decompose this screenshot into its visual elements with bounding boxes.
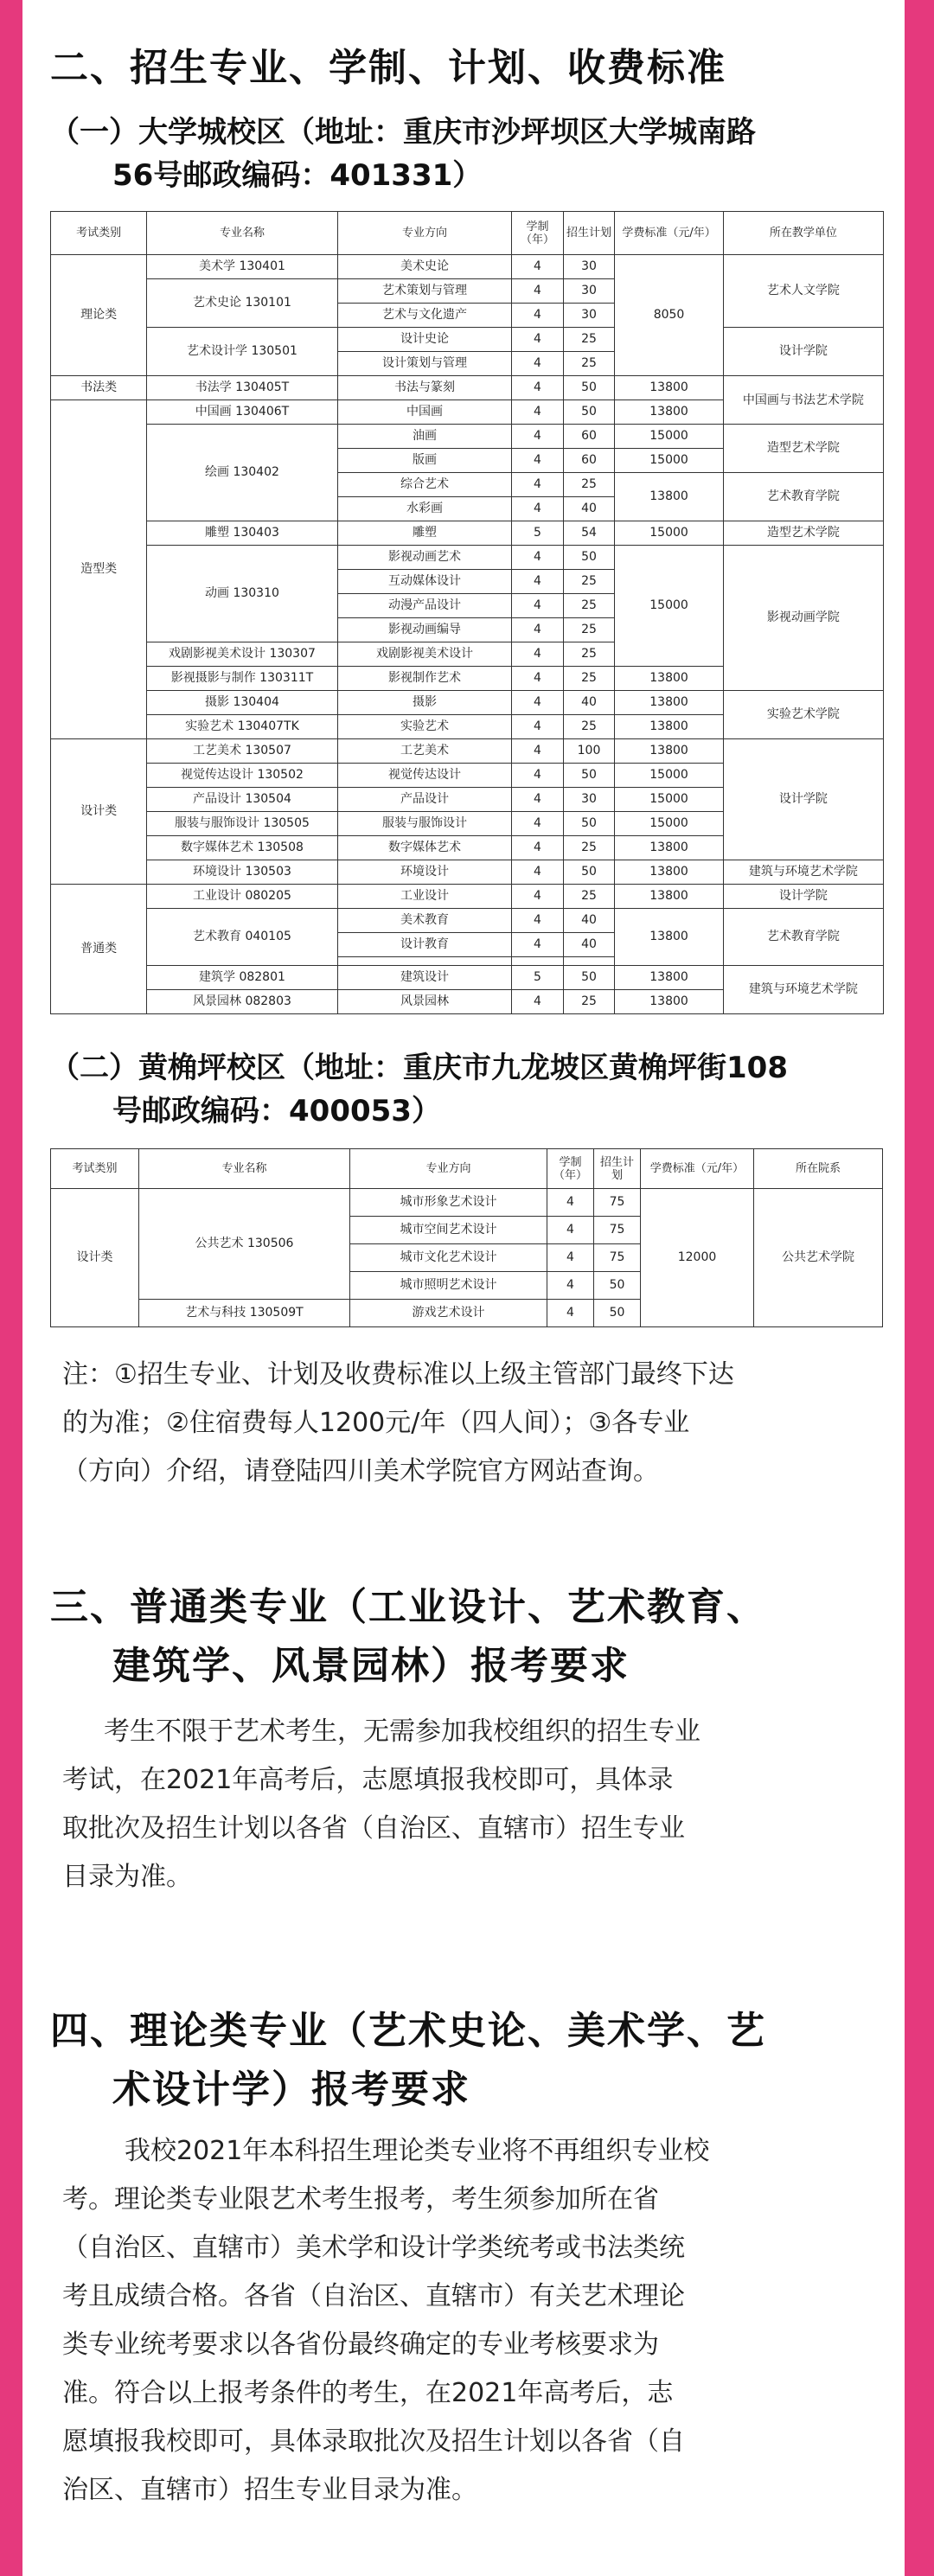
fee-cell: 13800 (615, 376, 724, 400)
plan-cell: 25 (563, 667, 614, 691)
fee-cell: 13800 (615, 715, 724, 739)
years-cell: 4 (512, 279, 563, 304)
years-cell-empty (512, 957, 563, 966)
major-cell: 实验艺术 130407TK (147, 715, 337, 739)
plan-cell: 25 (563, 328, 614, 352)
direction-cell: 中国画 (337, 400, 512, 425)
direction-cell: 影视动画编导 (337, 618, 512, 642)
direction-cell: 摄影 (337, 691, 512, 715)
note-block (62, 1351, 892, 1496)
plan-cell: 75 (594, 1189, 641, 1217)
fee-cell: 15000 (615, 788, 724, 812)
direction-cell: 游戏艺术设计 (350, 1300, 547, 1327)
section-4-body (62, 2127, 892, 2515)
plan-cell: 100 (563, 739, 614, 764)
header-fee: 学费标准（元/年） (615, 212, 724, 255)
years-cell: 4 (512, 836, 563, 860)
unit-cell: 建筑与环境艺术学院 (723, 966, 883, 1014)
years-cell: 4 (512, 764, 563, 788)
years-cell: 4 (512, 667, 563, 691)
note-line: 注：①招生专业、计划及收费标准以上级主管部门最终下达 (62, 1359, 734, 1390)
plan-cell: 50 (563, 546, 614, 570)
fee-cell: 15000 (615, 546, 724, 667)
header-years: 学制（年） (512, 212, 563, 255)
years-cell: 4 (512, 933, 563, 957)
plan-cell: 75 (594, 1217, 641, 1244)
major-cell: 动画 130310 (147, 546, 337, 642)
fee-cell: 8050 (615, 255, 724, 376)
major-cell: 公共艺术 130506 (139, 1189, 350, 1300)
plan-cell: 40 (563, 691, 614, 715)
fee-cell: 13800 (615, 400, 724, 425)
fee-cell: 15000 (615, 521, 724, 546)
fee-cell: 13800 (615, 860, 724, 885)
plan-cell: 25 (563, 715, 614, 739)
years-cell: 4 (547, 1217, 594, 1244)
major-cell: 绘画 130402 (147, 425, 337, 521)
body-line: 愿填报我校即可，具体录取批次及招生计划以各省（自 (62, 2426, 685, 2457)
plan-cell: 25 (563, 885, 614, 909)
category-cell: 设计类 (51, 739, 147, 885)
major-cell: 艺术与科技 130509T (139, 1300, 350, 1327)
years-cell: 5 (512, 521, 563, 546)
body-line: 考生不限于艺术考生，无需参加我校组织的招生专业 (104, 1716, 700, 1747)
plan-cell: 50 (563, 966, 614, 990)
campus-1-title-line-1: （一）大学城校区（地址：重庆市沙坪坝区大学城南路 (50, 115, 756, 150)
years-cell: 4 (512, 425, 563, 449)
major-cell: 产品设计 130504 (147, 788, 337, 812)
unit-cell: 造型艺术学院 (723, 521, 883, 546)
major-cell: 戏剧影视美术设计 130307 (147, 642, 337, 667)
major-cell: 建筑学 082801 (147, 966, 337, 990)
header-direction: 专业方向 (350, 1149, 547, 1189)
category-cell: 设计类 (51, 1189, 139, 1327)
body-line: 考试，在2021年高考后，志愿填报我校即可，具体录 (62, 1765, 674, 1795)
header-category: 考试类别 (51, 1149, 139, 1189)
body-line: 类专业统考要求以各省份最终确定的专业考核要求为 (62, 2330, 659, 2360)
body-line: 考且成绩合格。各省（自治区、直辖市）有关艺术理论 (62, 2281, 685, 2311)
plan-cell: 30 (563, 788, 614, 812)
unit-cell: 设计学院 (723, 885, 883, 909)
unit-cell: 公共艺术学院 (754, 1189, 883, 1327)
major-cell: 环境设计 130503 (147, 860, 337, 885)
years-cell: 4 (512, 642, 563, 667)
section-4-title-line-1: 四、理论类专业（艺术史论、美术学、艺 (50, 2009, 766, 2053)
years-cell: 4 (512, 473, 563, 497)
major-cell: 工艺美术 130507 (147, 739, 337, 764)
years-cell: 4 (512, 594, 563, 618)
body-line: 我校2021年本科招生理论类专业将不再组织专业校 (125, 2136, 710, 2166)
note-line: 的为准；②住宿费每人1200元/年（四人间）；③各专业 (62, 1408, 690, 1438)
section-3-body (62, 1708, 892, 1902)
section-4-title-line-2: 术设计学）报考要求 (112, 2068, 470, 2112)
fee-cell: 13800 (615, 909, 724, 966)
category-cell: 造型类 (51, 400, 147, 739)
direction-cell: 工艺美术 (337, 739, 512, 764)
direction-cell: 书法与篆刻 (337, 376, 512, 400)
direction-cell: 视觉传达设计 (337, 764, 512, 788)
major-cell: 艺术史论 130101 (147, 279, 337, 328)
direction-cell: 城市空间艺术设计 (350, 1217, 547, 1244)
major-cell: 美术学 130401 (147, 255, 337, 279)
major-cell: 雕塑 130403 (147, 521, 337, 546)
years-cell: 4 (512, 860, 563, 885)
direction-cell: 设计教育 (337, 933, 512, 957)
years-cell: 4 (512, 449, 563, 473)
fee-cell: 15000 (615, 764, 724, 788)
plan-cell: 30 (563, 255, 614, 279)
campus-2-title-line-2: 号邮政编码：400053） (112, 1094, 441, 1128)
unit-cell: 艺术人文学院 (723, 255, 883, 328)
direction-cell: 环境设计 (337, 860, 512, 885)
plan-cell: 50 (594, 1300, 641, 1327)
direction-cell: 互动媒体设计 (337, 570, 512, 594)
plan-cell: 25 (563, 836, 614, 860)
plan-cell: 40 (563, 933, 614, 957)
direction-cell: 雕塑 (337, 521, 512, 546)
direction-cell: 美术史论 (337, 255, 512, 279)
major-table-university-town (50, 211, 884, 1014)
fee-cell: 15000 (615, 812, 724, 836)
years-cell: 4 (512, 255, 563, 279)
major-cell: 中国画 130406T (147, 400, 337, 425)
major-cell: 艺术教育 040105 (147, 909, 337, 966)
direction-cell: 数字媒体艺术 (337, 836, 512, 860)
major-cell: 摄影 130404 (147, 691, 337, 715)
category-cell: 普通类 (51, 885, 147, 1014)
direction-cell: 设计策划与管理 (337, 352, 512, 376)
years-cell: 4 (512, 304, 563, 328)
fee-cell: 13800 (615, 885, 724, 909)
major-cell: 工业设计 080205 (147, 885, 337, 909)
plan-cell: 60 (563, 449, 614, 473)
direction-cell: 服装与服饰设计 (337, 812, 512, 836)
unit-cell: 影视动画学院 (723, 546, 883, 691)
plan-cell: 75 (594, 1244, 641, 1272)
campus-2-title-line-1: （二）黄桷坪校区（地址：重庆市九龙坡区黄桷坪街108 (50, 1051, 788, 1085)
years-cell: 4 (512, 788, 563, 812)
plan-cell: 60 (563, 425, 614, 449)
section-3-title-line-2: 建筑学、风景园林）报考要求 (112, 1644, 630, 1688)
header-plan: 招生计划 (563, 212, 614, 255)
unit-cell: 造型艺术学院 (723, 425, 883, 473)
years-cell: 4 (512, 546, 563, 570)
years-cell: 4 (512, 497, 563, 521)
years-cell: 4 (547, 1300, 594, 1327)
header-category: 考试类别 (51, 212, 147, 255)
direction-cell: 美术教育 (337, 909, 512, 933)
section-3-title-line-1: 三、普通类专业（工业设计、艺术教育、 (50, 1585, 766, 1629)
years-cell: 4 (512, 990, 563, 1014)
plan-cell: 40 (563, 909, 614, 933)
plan-cell: 25 (563, 473, 614, 497)
unit-cell: 设计学院 (723, 328, 883, 376)
body-line: 治区、直辖市）招生专业目录为准。 (62, 2475, 477, 2505)
direction-cell: 综合艺术 (337, 473, 512, 497)
header-major: 专业名称 (147, 212, 337, 255)
years-cell: 4 (512, 715, 563, 739)
unit-cell: 设计学院 (723, 739, 883, 860)
years-cell: 4 (512, 328, 563, 352)
direction-cell: 油画 (337, 425, 512, 449)
header-years: 学制（年） (547, 1149, 594, 1189)
direction-cell: 工业设计 (337, 885, 512, 909)
direction-cell: 版画 (337, 449, 512, 473)
direction-cell: 影视动画艺术 (337, 546, 512, 570)
fee-cell: 13800 (615, 473, 724, 521)
direction-cell: 艺术与文化遗产 (337, 304, 512, 328)
major-table-huangjueping (50, 1148, 883, 1327)
unit-cell: 建筑与环境艺术学院 (723, 860, 883, 885)
plan-cell: 25 (563, 618, 614, 642)
plan-cell: 50 (563, 764, 614, 788)
body-line: 目录为准。 (62, 1862, 192, 1892)
category-cell: 理论类 (51, 255, 147, 376)
plan-cell-empty (563, 957, 614, 966)
plan-cell: 50 (563, 860, 614, 885)
fee-cell: 15000 (615, 425, 724, 449)
unit-cell: 艺术教育学院 (723, 909, 883, 966)
plan-cell: 30 (563, 279, 614, 304)
fee-cell: 13800 (615, 667, 724, 691)
fee-cell: 13800 (615, 836, 724, 860)
years-cell: 4 (512, 400, 563, 425)
years-cell: 4 (512, 691, 563, 715)
fee-cell: 13800 (615, 966, 724, 990)
fee-cell: 15000 (615, 449, 724, 473)
direction-cell-empty (337, 957, 512, 966)
header-plan: 招生计划 (594, 1149, 641, 1189)
years-cell: 4 (512, 376, 563, 400)
direction-cell: 水彩画 (337, 497, 512, 521)
major-cell: 风景园林 082803 (147, 990, 337, 1014)
header-dept: 所在院系 (754, 1149, 883, 1189)
header-major: 专业名称 (139, 1149, 350, 1189)
years-cell: 4 (512, 909, 563, 933)
plan-cell: 40 (563, 497, 614, 521)
years-cell: 4 (512, 739, 563, 764)
body-line: （自治区、直辖市）美术学和设计学类统考或书法类统 (62, 2233, 685, 2263)
fee-cell: 13800 (615, 990, 724, 1014)
plan-cell: 30 (563, 304, 614, 328)
plan-cell: 25 (563, 642, 614, 667)
major-cell: 视觉传达设计 130502 (147, 764, 337, 788)
major-cell: 书法学 130405T (147, 376, 337, 400)
plan-cell: 25 (563, 990, 614, 1014)
direction-cell: 产品设计 (337, 788, 512, 812)
header-direction: 专业方向 (337, 212, 512, 255)
direction-cell: 风景园林 (337, 990, 512, 1014)
major-cell: 影视摄影与制作 130311T (147, 667, 337, 691)
major-cell: 艺术设计学 130501 (147, 328, 337, 376)
plan-cell: 50 (594, 1272, 641, 1300)
direction-cell: 设计史论 (337, 328, 512, 352)
direction-cell: 城市文化艺术设计 (350, 1244, 547, 1272)
direction-cell: 艺术策划与管理 (337, 279, 512, 304)
years-cell: 4 (512, 885, 563, 909)
note-line: （方向）介绍，请登陆四川美术学院官方网站查询。 (62, 1456, 659, 1486)
direction-cell: 建筑设计 (337, 966, 512, 990)
plan-cell: 25 (563, 570, 614, 594)
body-line: 准。符合以上报考条件的考生，在2021年高考后，志 (62, 2378, 674, 2408)
years-cell: 4 (512, 812, 563, 836)
plan-cell: 25 (563, 352, 614, 376)
header-fee: 学费标准（元/年） (641, 1149, 754, 1189)
direction-cell: 动漫产品设计 (337, 594, 512, 618)
years-cell: 4 (547, 1272, 594, 1300)
direction-cell: 城市照明艺术设计 (350, 1272, 547, 1300)
unit-cell: 艺术教育学院 (723, 473, 883, 521)
years-cell: 4 (512, 352, 563, 376)
major-cell: 数字媒体艺术 130508 (147, 836, 337, 860)
major-cell: 服装与服饰设计 130505 (147, 812, 337, 836)
fee-cell: 13800 (615, 691, 724, 715)
direction-cell: 影视制作艺术 (337, 667, 512, 691)
campus-1-title-line-2: 56号邮政编码：401331） (112, 158, 483, 193)
fee-cell: 13800 (615, 739, 724, 764)
category-cell: 书法类 (51, 376, 147, 400)
header-unit: 所在教学单位 (723, 212, 883, 255)
unit-cell: 中国画与书法艺术学院 (723, 376, 883, 425)
direction-cell: 戏剧影视美术设计 (337, 642, 512, 667)
plan-cell: 25 (563, 594, 614, 618)
years-cell: 4 (547, 1189, 594, 1217)
plan-cell: 50 (563, 400, 614, 425)
body-line: 考。理论类专业限艺术考生报考，考生须参加所在省 (62, 2184, 659, 2215)
plan-cell: 54 (563, 521, 614, 546)
fee-cell: 12000 (641, 1189, 754, 1327)
direction-cell: 实验艺术 (337, 715, 512, 739)
years-cell: 5 (512, 966, 563, 990)
plan-cell: 50 (563, 376, 614, 400)
plan-cell: 50 (563, 812, 614, 836)
body-line: 取批次及招生计划以各省（自治区、直辖市）招生专业 (62, 1813, 685, 1844)
years-cell: 4 (512, 570, 563, 594)
section-2-title: 二、招生专业、学制、计划、收费标准 (50, 46, 726, 90)
unit-cell: 实验艺术学院 (723, 691, 883, 739)
direction-cell: 城市形象艺术设计 (350, 1189, 547, 1217)
years-cell: 4 (512, 618, 563, 642)
years-cell: 4 (547, 1244, 594, 1272)
